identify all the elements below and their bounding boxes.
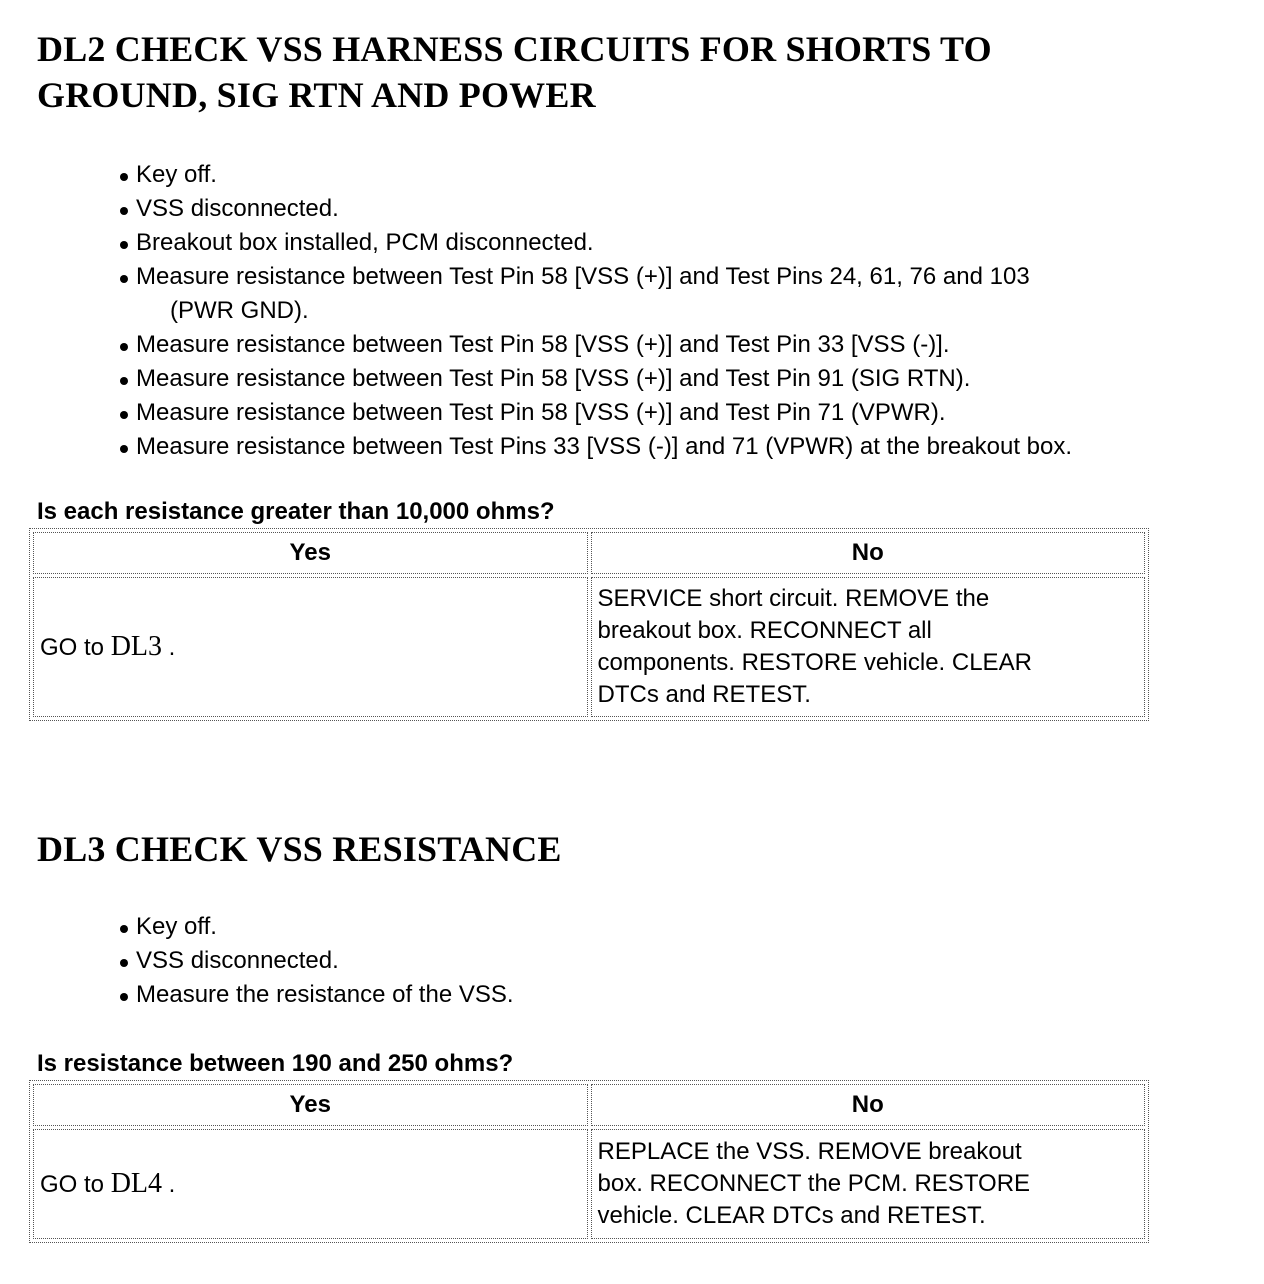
step-dl2-title: [37, 26, 1264, 118]
yes-header: Yes: [33, 532, 588, 574]
bullet-icon: [120, 925, 128, 933]
bullet-icon: [120, 173, 128, 181]
instruction-item: [118, 192, 1072, 226]
instruction-text: Key off.: [136, 913, 217, 940]
step-dl2-title-line2: GROUND, SIG RTN AND POWER: [37, 75, 596, 115]
no-action-line: vehicle. CLEAR DTCs and RETEST.: [597, 1202, 986, 1229]
no-action-line: box. RECONNECT the PCM. RESTORE: [597, 1170, 1031, 1197]
bullet-icon: [120, 993, 128, 1001]
no-header: No: [591, 532, 1146, 574]
instruction-item: [118, 430, 1072, 464]
step-dl3-decision-table: [29, 1080, 1149, 1243]
instruction-text: VSS disconnected.: [136, 195, 339, 222]
yes-action-suffix: .: [162, 1170, 176, 1198]
step-dl2-section: [0, 26, 1264, 708]
step-dl3-section: [0, 826, 1264, 1229]
instruction-item: [118, 260, 1072, 328]
instruction-item: [118, 158, 1072, 192]
instruction-text-continued: (PWR GND).: [170, 297, 309, 324]
no-action-line: DTCs and RETEST.: [597, 681, 811, 708]
goto-dl4-link[interactable]: DL4: [110, 1167, 163, 1199]
yes-action-suffix: .: [162, 633, 176, 661]
step-dl2-title-line1: DL2 CHECK VSS HARNESS CIRCUITS FOR SHORTS TO: [37, 29, 992, 69]
instruction-text: Measure the resistance of the VSS.: [136, 981, 514, 1008]
table-row: [33, 577, 1145, 717]
instruction-text: Breakout box installed, PCM disconnected.: [136, 229, 594, 256]
instruction-item: [118, 396, 1072, 430]
instruction-text: Measure resistance between Test Pin 58 [VSS (+)] and Test Pin 91 (SIG RTN).: [136, 365, 971, 392]
no-action-line: SERVICE short circuit. REMOVE the: [597, 585, 990, 612]
instruction-item: [118, 226, 1072, 260]
step-dl2-decision-table: [29, 528, 1149, 721]
no-action-line: REPLACE the VSS. REMOVE breakout: [597, 1138, 1022, 1165]
no-header: No: [591, 1084, 1146, 1126]
instruction-item: [118, 944, 514, 978]
instruction-text: Measure resistance between Test Pin 58 [VSS (+)] and Test Pins 24, 61, 76 and 103: [136, 263, 1030, 290]
instruction-item: [118, 978, 514, 1012]
yes-cell: [33, 577, 588, 717]
no-cell: [591, 577, 1146, 717]
bullet-icon: [120, 207, 128, 215]
step-dl2-question: Is each resistance greater than 10,000 ohms?: [37, 498, 555, 525]
bullet-icon: [120, 241, 128, 249]
instruction-text: Measure resistance between Test Pins 33 [VSS (-)] and 71 (VPWR) at the breakout box.: [136, 433, 1073, 460]
step-dl2-instructions: [118, 158, 1072, 464]
no-cell: [591, 1129, 1146, 1239]
bullet-icon: [120, 411, 128, 419]
yes-action-prefix: GO to: [40, 633, 111, 661]
instruction-text: VSS disconnected.: [136, 947, 339, 974]
goto-dl3-link[interactable]: DL3: [110, 630, 163, 662]
table-header-row: [33, 532, 1145, 574]
table-row: [33, 1129, 1145, 1239]
no-action-line: components. RESTORE vehicle. CLEAR: [597, 649, 1032, 676]
bullet-icon: [120, 959, 128, 967]
bullet-icon: [120, 377, 128, 385]
instruction-item: [118, 328, 1072, 362]
bullet-icon: [120, 275, 128, 283]
bullet-icon: [120, 343, 128, 351]
step-dl3-instructions: [118, 910, 514, 1012]
yes-cell: [33, 1129, 588, 1239]
yes-header: Yes: [33, 1084, 588, 1126]
yes-action-prefix: GO to: [40, 1170, 111, 1198]
step-dl3-title: DL3 CHECK VSS RESISTANCE: [37, 829, 562, 869]
step-dl3-question: Is resistance between 190 and 250 ohms?: [37, 1050, 514, 1077]
no-action-line: breakout box. RECONNECT all: [597, 617, 932, 644]
instruction-item: [118, 910, 514, 944]
bullet-icon: [120, 445, 128, 453]
table-header-row: [33, 1084, 1145, 1126]
instruction-text: Key off.: [136, 161, 217, 188]
instruction-item: [118, 362, 1072, 396]
instruction-text: Measure resistance between Test Pin 58 [VSS (+)] and Test Pin 33 [VSS (-)].: [136, 331, 950, 358]
instruction-text: Measure resistance between Test Pin 58 [VSS (+)] and Test Pin 71 (VPWR).: [136, 399, 946, 426]
